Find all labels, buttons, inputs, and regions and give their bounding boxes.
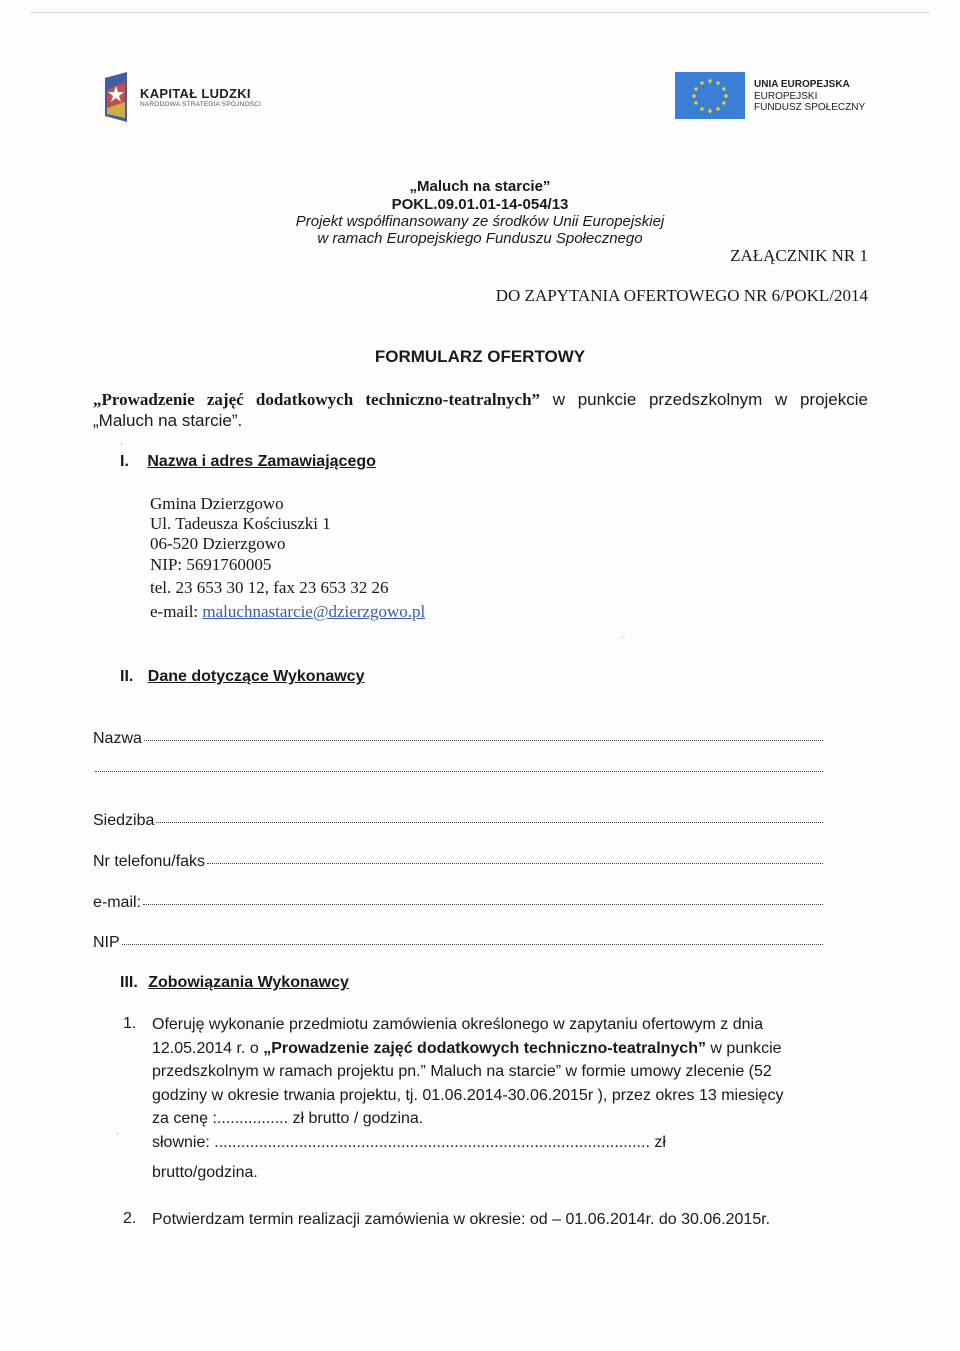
kapital-ludzki-logo-icon [103,72,129,122]
item1-line1: Oferuję wykonanie przedmiotu zamówienia określonego w zapytaniu ofertowym z dnia [152,1016,763,1033]
phone-line: tel. 23 653 30 12, fax 23 653 32 26 [150,578,389,597]
nip-line: NIP: 5691760005 [150,555,272,574]
item1-line2 [152,1037,782,1060]
item1-line3: przedszkolnym w ramach projektu pn.” Maluch na starcie” w formie umowy zlecenie (52 [152,1063,772,1080]
item1-line5: za cenę :................ zł brutto / godzina. [152,1110,424,1127]
field-siedziba-line[interactable] [156,821,823,823]
cofinance-line2: w ramach Europejskiego Funduszu Społecznego [317,230,643,247]
eu-line3: FUNDUSZ SPOŁECZNY [754,102,866,113]
item1-line6: słownie: .................................................................................................. zł [152,1134,666,1151]
email-label: e-mail: [150,602,203,621]
top-rule [30,12,930,13]
field-telefon[interactable] [93,853,823,871]
subject-bold: „Prowadzenie zajęć dodatkowych techniczno-teatralnych” [93,390,541,409]
offer-subject [93,389,868,431]
field-siedziba[interactable] [93,812,823,830]
scan-mark: , [116,1126,119,1136]
item2-number: 2. [123,1210,137,1227]
item1-line2-pre: 12.05.2014 r. o [152,1040,264,1057]
item1-line2-bold: „Prowadzenie zajęć dodatkowych techniczno-teatralnych” [263,1040,706,1057]
section1-title: Nazwa i adres Zamawiającego [147,453,376,470]
section1-number: I. [120,453,129,470]
field-nip-label: NIP [93,934,120,951]
field-nazwa-cont-line[interactable] [95,770,823,772]
item1-line7: brutto/godzina. [152,1164,258,1181]
section2-number: II. [120,668,134,685]
field-nazwa[interactable] [93,730,823,748]
section3-number: III. [120,974,138,991]
address-line-2: Ul. Tadeusza Kościuszki 1 [150,514,331,533]
field-nip-line[interactable] [122,943,823,945]
attachment-to: DO ZAPYTANIA OFERTOWEGO NR 6/POKL/2014 [495,286,868,305]
item2-text: Potwierdzam termin realizacji zamówienia w okresie: od – 01.06.2014r. do 30.06.2015r. [152,1211,771,1228]
section3-heading [120,974,349,992]
kapital-ludzki-subtitle: NARODOWA STRATEGIA SPÓJNOŚCI [140,101,262,108]
cofinance-line1: Projekt współfinansowany ze środków Unii Europejskiej [295,213,665,230]
eu-line1: UNIA EUROPEJSKA [754,79,850,90]
project-name: „Maluch na starcie” [409,178,551,195]
field-telefon-label: Nr telefonu/faks [93,853,206,870]
email-line [150,602,425,622]
field-nazwa-cont[interactable] [93,772,823,774]
section2-title: Dane dotyczące Wykonawcy [147,668,365,685]
item1-line4: godziny w okresie trwania projektu, tj. 01.06.2014-30.06.2015r ), przez okres 13 miesięcy [152,1087,784,1104]
field-nazwa-label: Nazwa [93,730,142,747]
field-email-line[interactable] [143,903,823,905]
field-nazwa-line[interactable] [144,739,823,741]
eu-flag-icon [675,72,745,119]
email-link[interactable]: maluchnastarcie@dzierzgowo.pl [202,602,426,621]
subject-rest: w punkcie przedszkolnym w projekcie „Maluch na starcie”. [93,390,868,430]
field-telefon-line[interactable] [207,862,823,864]
field-email-label: e-mail: [93,894,142,911]
address-line-1: Gmina Dzierzgowo [150,494,284,513]
kapital-ludzki-title: KAPITAŁ LUDZKI [140,86,251,101]
section1-heading [120,453,376,471]
attachment-label: ZAŁĄCZNIK NR 1 [730,246,868,265]
section3-title: Zobowiązania Wykonawcy [148,974,349,991]
field-siedziba-label: Siedziba [93,812,155,829]
item1-line2-post: w punkcie [705,1040,782,1057]
section2-heading [120,668,364,686]
project-code: POKL.09.01.01-14-054/13 [391,196,569,213]
form-title: FORMULARZ OFERTOWY [374,347,586,366]
item1-number: 1. [123,1015,137,1032]
field-email[interactable] [93,894,823,912]
eu-line2: EUROPEJSKI [754,91,818,102]
scan-mark: , [120,436,123,446]
field-nip[interactable] [93,934,823,952]
address-line-3: 06-520 Dzierzgowo [150,534,286,553]
scan-mark: .· [620,630,626,640]
